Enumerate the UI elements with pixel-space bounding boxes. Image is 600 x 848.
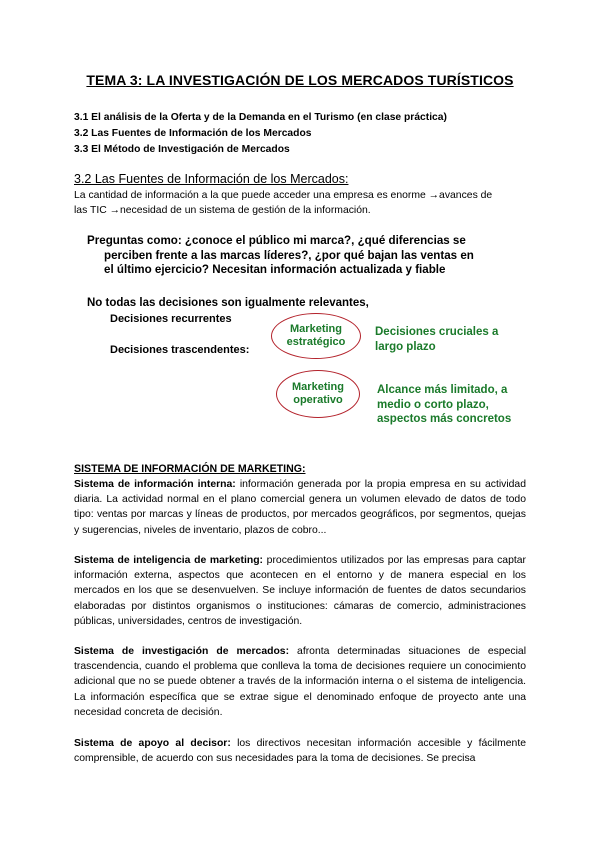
decisiones-recurrentes: Decisiones recurrentes — [110, 313, 232, 325]
marketing-estrategico-ellipse — [271, 313, 361, 359]
sistema-inteligencia-paragraph — [74, 553, 526, 629]
page-title: TEMA 3: LA INVESTIGACIÓN DE LOS MERCADOS TURÍSTICOS — [86, 72, 514, 88]
question-line-1: Preguntas como: ¿conoce el público mi marca?, ¿qué diferencias se — [87, 234, 466, 247]
sistema-apoyo-paragraph — [74, 736, 526, 766]
marketing-estrategico-label: Marketing estratégico — [286, 323, 346, 348]
sistema-investigacion-paragraph — [74, 644, 526, 720]
toc-item-3-2: 3.2 Las Fuentes de Información de los Mercados — [74, 128, 312, 139]
intro-line-1: La cantidad de información a la que puede acceder una empresa es enorme →avances de — [74, 190, 493, 201]
sistema-interna-text: información generada por la propia empresa en su actividad diaria. La actividad normal en el plano comercial genera un volumen elevado de datos de todo tipo: ventas por marcas y líneas de productos, por mercados geográficos, por segmentos, quejas y sugerencias, niveles de inventario, plazos de cobro... — [74, 479, 526, 536]
question-line-3: el último ejercicio? Necesitan información actualizada y fiable — [104, 263, 446, 277]
sistema-investigacion-text: afronta determinadas situaciones de especial trascendencia, cuando el problema que conlleva la toma de decisiones requiere un conocimiento adicional que no se puede obtener a través de la información interna o el sistema de inteligencia. La información específica que se extrae sigue el denominado enfoque de proyecto ante una necesidad concreta de decisión. — [74, 646, 526, 718]
sistema-interna-paragraph — [74, 477, 526, 538]
decisions-note: No todas las decisiones son igualmente relevantes, — [87, 297, 369, 309]
marketing-operativo-ellipse — [276, 370, 360, 418]
intro-line-2: las TIC →necesidad de un sistema de gestión de la información. — [74, 205, 371, 217]
sistema-inteligencia-label: Sistema de inteligencia de marketing: — [74, 555, 264, 566]
question-line-2: perciben frente a las marcas líderes?, ¿por qué bajan las ventas en — [104, 248, 474, 262]
sistema-investigacion-label: Sistema de investigación de mercados: — [74, 646, 290, 657]
decisiones-trascendentes: Decisiones trascendentes: — [110, 344, 250, 356]
sistema-apoyo-label: Sistema de apoyo al decisor: — [74, 738, 231, 749]
alcance-limitado: Alcance más limitado, a medio o corto plazo, aspectos más concretos — [377, 384, 512, 425]
sistema-apoyo-text: los directivos necesitan información accesible y fácilmente comprensible, de acuerdo con sus necesidades para la toma de decisiones. Se precisa — [74, 738, 526, 765]
sistema-inteligencia-text: procedimientos utilizados por las empresas para captar información externa, aspectos que acontecen en el entorno y de manera especial en los mercados en los que se desenvuelven. Se incluye información de fuentes de datos secundarios elaboradas por distintos organismos o instituciones: cámaras de comercio, administraciones públicas, universidades, centros de investigación. — [74, 555, 526, 627]
section-intro — [74, 188, 526, 218]
toc-item-3-1: 3.1 El análisis de la Oferta y de la Demanda en el Turismo (en clase práctica) — [74, 112, 447, 123]
section-heading: 3.2 Las Fuentes de Información de los Mercados: — [74, 172, 349, 186]
sistema-heading: SISTEMA DE INFORMACIÓN DE MARKETING: — [74, 463, 306, 475]
decisiones-cruciales: Decisiones cruciales a largo plazo — [375, 326, 499, 353]
sistema-interna-label: Sistema de información interna: — [74, 479, 236, 490]
slide-questions — [87, 234, 527, 278]
toc-item-3-3: 3.3 El Método de Investigación de Mercados — [74, 144, 290, 155]
marketing-operativo-label: Marketing operativo — [292, 381, 344, 406]
